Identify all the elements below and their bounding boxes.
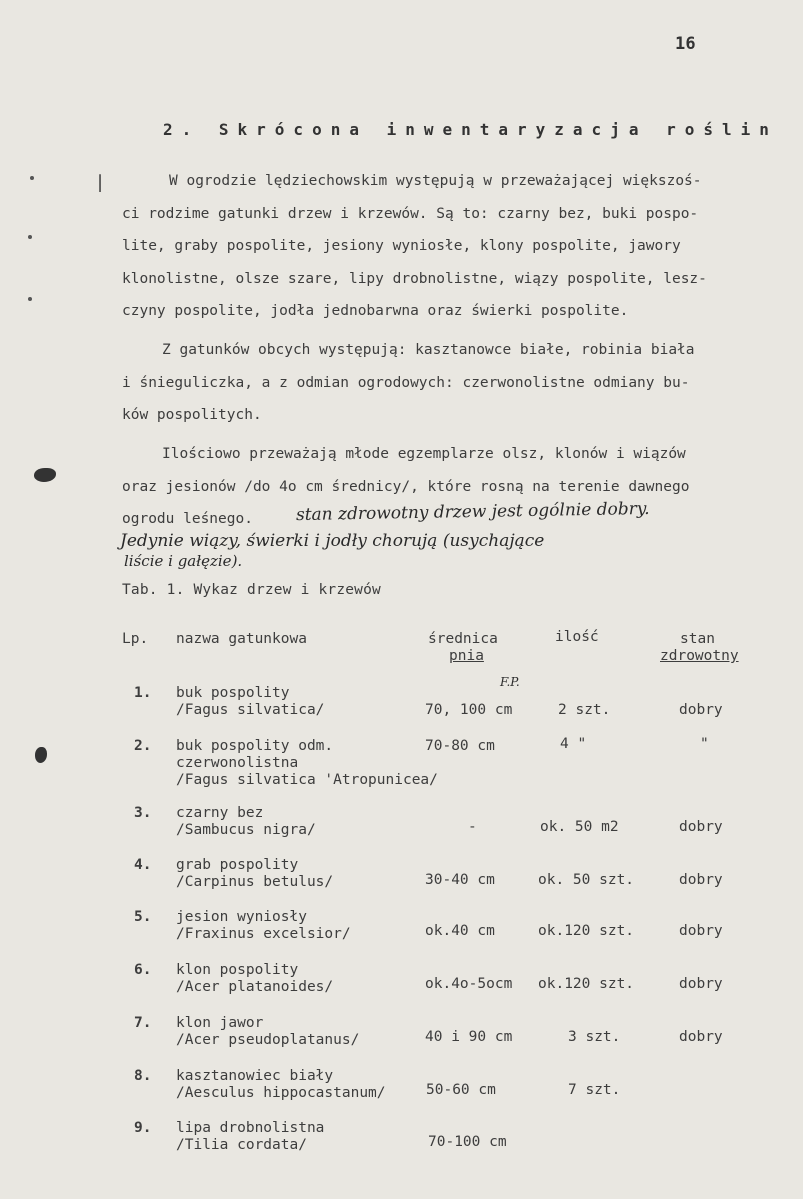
quantity: 7 szt.: [568, 1082, 621, 1098]
ink-blot: [35, 747, 47, 763]
common-name: lipa drobnolistna: [176, 1120, 325, 1136]
header-lp: Lp.: [122, 631, 149, 647]
table-caption: Tab. 1. Wykaz drzew i krzewów: [122, 582, 381, 598]
header-quantity: ilość: [555, 629, 599, 645]
species-name: [176, 1120, 324, 1154]
quantity: ok.120 szt.: [538, 976, 635, 992]
row-number: 7.: [134, 1015, 152, 1031]
species-name: [176, 962, 333, 996]
margin-dot: [30, 176, 34, 180]
latin-name: /Fraxinus excelsior/: [176, 926, 351, 942]
section-heading: 2. Skrócona inwentaryzacja roślin: [163, 120, 778, 139]
latin-name: /Tilia cordata/: [176, 1137, 307, 1153]
row-number: 5.: [134, 909, 152, 925]
margin-dot: [28, 235, 32, 239]
latin-name: /Fagus silvatica/: [176, 702, 325, 718]
row-number: 2.: [134, 738, 152, 754]
header-name: nazwa gatunkowa: [176, 631, 307, 647]
latin-name: /Aesculus hippocastanum/: [176, 1085, 386, 1101]
text-line: Ilościowo przeważają młode egzemplarze olsz, klonów i wiązów: [162, 446, 686, 462]
common-name: buk pospolity odm.: [176, 738, 334, 754]
species-name: [176, 857, 333, 891]
trunk-diameter: 30-40 cm: [425, 872, 495, 888]
row-number: 4.: [134, 857, 152, 873]
common-name: czarny bez: [176, 805, 264, 821]
health-state: dobry: [679, 1029, 723, 1045]
health-state: dobry: [679, 976, 723, 992]
quantity: ok. 50 szt.: [538, 872, 635, 888]
latin-name: /Acer pseudoplatanus/: [176, 1032, 360, 1048]
row-number: 3.: [134, 805, 152, 821]
trunk-diameter: 70-100 cm: [428, 1134, 507, 1150]
ink-blot: [34, 468, 56, 482]
health-state: dobry: [679, 872, 723, 888]
margin-stroke-mark: |: [97, 172, 104, 193]
text-line: ków pospolitych.: [122, 407, 262, 423]
page-number: 16: [675, 34, 696, 54]
handwritten-initials: F.P.: [500, 675, 520, 689]
common-name: klon jawor: [176, 1015, 264, 1031]
species-name: [176, 805, 316, 839]
header-state-2: zdrowotny: [660, 648, 739, 664]
trunk-diameter: 70-80 cm: [425, 738, 495, 754]
latin-name: /Carpinus betulus/: [176, 874, 334, 890]
handwritten-note-line3: liście i gałęzie).: [124, 552, 243, 570]
handwritten-note-line2: Jedynie wiązy, świerki i jodły chorują (usychające: [120, 531, 545, 551]
text-line: Z gatunków obcych występują: kasztanowce białe, robinia biała: [162, 342, 695, 358]
row-number: 6.: [134, 962, 152, 978]
trunk-diameter: 70, 100 cm: [425, 702, 513, 718]
trunk-diameter: ok.40 cm: [425, 923, 495, 939]
row-number: 8.: [134, 1068, 152, 1084]
common-name: klon pospolity: [176, 962, 299, 978]
text-line: ogrodu leśnego.: [122, 511, 253, 527]
trunk-diameter: ok.4o-5ocm: [425, 976, 513, 992]
quantity: ok. 50 m2: [540, 819, 619, 835]
paragraph-native-species: [122, 165, 787, 328]
latin-name: /Acer platanoides/: [176, 979, 334, 995]
species-name: [176, 685, 324, 719]
common-name: buk pospolity: [176, 685, 290, 701]
health-state: ": [700, 736, 709, 752]
text-line: oraz jesionów /do 4o cm średnicy/, które rosną na terenie dawnego: [122, 478, 690, 495]
species-name: [176, 1015, 359, 1049]
species-name: [176, 1068, 386, 1102]
latin-name: /Fagus silvatica 'Atropunicea/: [176, 772, 438, 788]
species-name: [176, 909, 351, 943]
text-line: i śnieguliczka, a z odmian ogrodowych: czerwonolistne odmiany bu-: [122, 374, 690, 391]
quantity: ok.120 szt.: [538, 923, 635, 939]
trunk-diameter: -: [468, 819, 477, 835]
row-number: 9.: [134, 1120, 152, 1136]
text-line: W ogrodzie lędziechowskim występują w przeważającej większoś-: [169, 173, 702, 189]
common-name: jesion wyniosły: [176, 909, 307, 925]
health-state: dobry: [679, 819, 723, 835]
text-line: czyny pospolite, jodła jednobarwna oraz świerki pospolite.: [122, 303, 629, 319]
row-number: 1.: [134, 685, 152, 701]
health-state: dobry: [679, 923, 723, 939]
latin-name: /Sambucus nigra/: [176, 822, 316, 838]
quantity: 2 szt.: [558, 702, 611, 718]
trunk-diameter: 40 i 90 cm: [425, 1029, 513, 1045]
text-line: klonolistne, olsze szare, lipy drobnolistne, wiązy pospolite, lesz-: [122, 270, 707, 287]
common-name: kasztanowiec biały: [176, 1068, 334, 1084]
text-line: ci rodzime gatunki drzew i krzewów. Są to: czarny bez, buki pospo-: [122, 205, 699, 222]
quantity: 3 szt.: [568, 1029, 621, 1045]
header-state: stan: [680, 631, 715, 647]
header-diameter: średnica: [428, 631, 498, 647]
paragraph-foreign-species: [122, 334, 787, 432]
margin-dot: [28, 297, 32, 301]
health-state: dobry: [679, 702, 723, 718]
species-name: [176, 738, 438, 789]
trunk-diameter: 50-60 cm: [426, 1082, 496, 1098]
quantity: 4 ": [560, 736, 587, 752]
header-diameter-2: pnia: [449, 648, 484, 664]
common-name: grab pospolity: [176, 857, 299, 873]
handwritten-note-line1: stan zdrowotny drzew jest ogólnie dobry.: [295, 498, 650, 526]
text-line: lite, graby pospolite, jesiony wyniosłe, klony pospolite, jawory: [122, 238, 681, 254]
variety-name: czerwonolistna: [176, 755, 299, 771]
